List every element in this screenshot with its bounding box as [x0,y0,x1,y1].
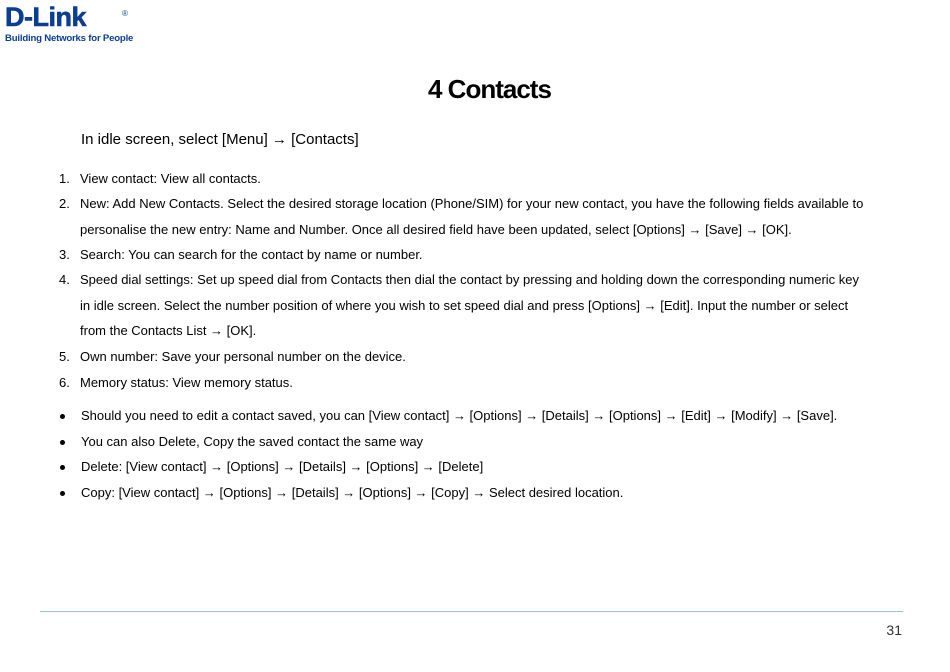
bullet-icon [60,440,65,445]
bullet-item-text: Should you need to edit a contact saved, you can [View contact] → [Options] → [Details] → [Options] → [Edit] → [Modify] → [Save]. [81,408,838,423]
bullet-icon [60,465,65,470]
logo-tagline: Building Networks for People [5,33,134,44]
logo-brand: D-Link [5,2,86,32]
list-number: 6. [59,375,70,390]
list-item-text: Own number: Save your personal number on the device. [80,349,406,364]
bullet-item-text: Delete: [View contact] → [Options] → [Details] → [Options] → [Delete] [81,459,484,474]
page-title: 4 Contacts [428,74,551,104]
logo-registered-mark: ® [122,9,128,18]
list-item-text: personalise the new entry: Name and Number. Once all desired field have been updated, select [Options] → [Save] → [OK]. [80,222,792,237]
list-item-text: Search: You can search for the contact by name or number. [80,247,423,262]
bullet-icon [60,491,65,496]
list-item-text: in idle screen. Select the number position of where you wish to set speed dial and press [Options] → [Edit]. Input the number or select [80,298,849,313]
list-item-text: New: Add New Contacts. Select the desired storage location (Phone/SIM) for your new contact, you have the following fields available to [80,196,864,211]
list-item-text: from the Contacts List → [OK]. [80,323,257,338]
list-item-text: Speed dial settings: Set up speed dial from Contacts then dial the contact by pressing and holding down the corresponding numeric key [80,272,860,287]
dlink-logo [5,2,134,46]
list-number: 4. [59,272,70,287]
list-number: 1. [59,171,70,186]
list-number: 5. [59,349,70,364]
list-number: 2. [59,196,70,211]
page-number: 31 [886,622,902,638]
list-number: 3. [59,247,70,262]
bullet-icon [60,414,65,419]
intro-text: In idle screen, select [Menu] → [Contacts] [81,131,359,148]
bullet-item-text: You can also Delete, Copy the saved contact the same way [81,434,424,449]
list-item-text: Memory status: View memory status. [80,375,293,390]
footer-divider [40,611,903,612]
list-item-text: View contact: View all contacts. [80,171,261,186]
bullet-item-text: Copy: [View contact] → [Options] → [Details] → [Options] → [Copy] → Select desired location. [81,485,624,500]
